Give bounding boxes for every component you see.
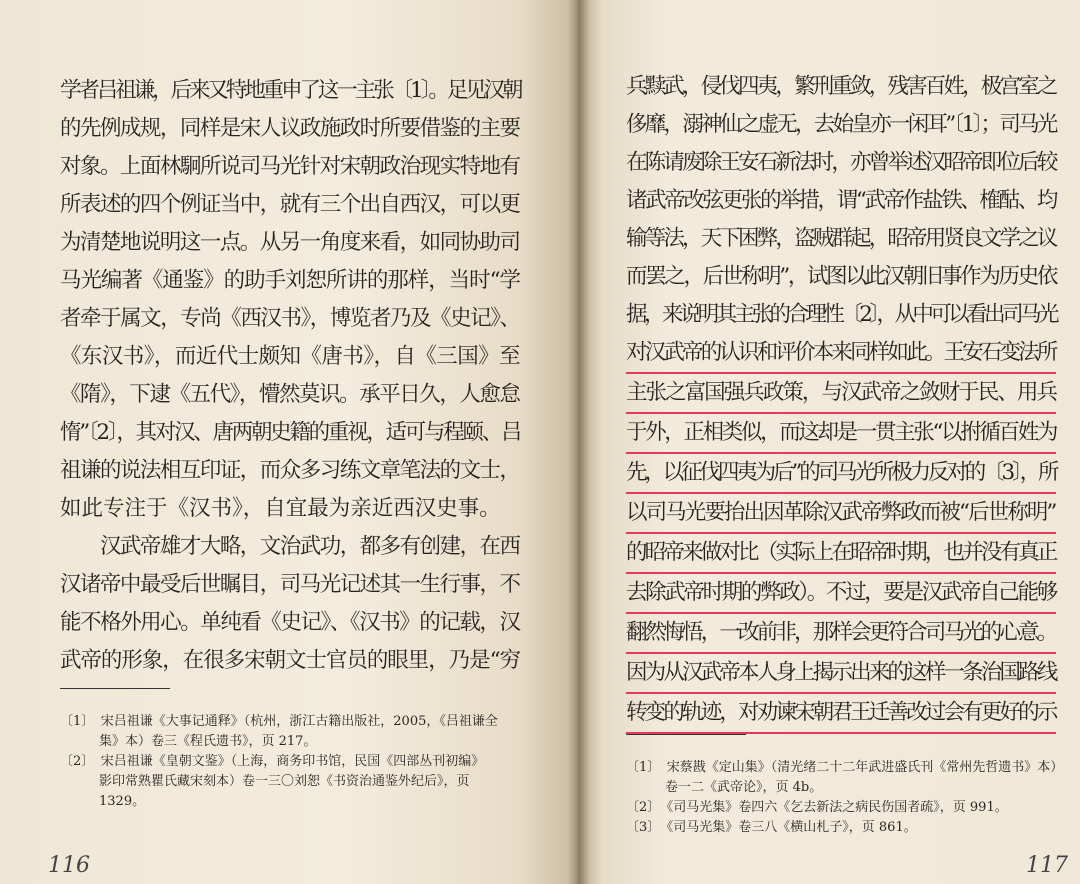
text-line: 为清楚地说明这一点。从另一角度来看，如同协助司	[60, 230, 520, 255]
footnote-separator	[60, 688, 170, 689]
text-line: 所表述的四个例证当中，就有三个出自西汉，可以更	[60, 192, 520, 217]
text-line: 而罢之，后世称明”，试图以此汉朝旧事作为历史依	[626, 264, 1056, 289]
text-line-underlined: 对汉武帝的认识和评价本来同样如此。王安石变法所	[626, 334, 1056, 374]
text-line: 输等法，天下困弊，盗贼群起，昭帝用贤良文学之议	[626, 226, 1056, 251]
footnote-line: 〔2〕 宋吕祖谦《皇朝文鉴》（上海，商务印书馆，民国《四部丛刊初编》	[60, 754, 485, 769]
text-line: 汉武帝雄才大略，文治武功，都多有创建，在西	[60, 534, 520, 559]
text-line: 《隋》，下逮《五代》，懵然莫识。承平日久，人愈怠	[60, 382, 520, 407]
footnote-line: 影印常熟瞿氏藏宋刻本）卷一三〇刘恕《书资治通鉴外纪后》，页	[60, 774, 470, 789]
footnote-line: 集》本）卷三《程氏遗书》，页 217。	[60, 734, 317, 749]
text-line: 学者吕祖谦，后来又特地重申了这一主张〔1〕。足见汉朝	[60, 78, 521, 103]
text-line: 汉诸帝中最受后世瞩目，司马光记述其一生行事，不	[60, 572, 520, 597]
text-line: 对象。上面林駉所说司马光针对宋朝政治现实特地有	[60, 154, 520, 179]
footnote-separator	[626, 734, 746, 735]
text-line: 能不格外用心。单纯看《史记》、《汉书》的记载，汉	[60, 610, 520, 635]
text-line: 如此专注于《汉书》，自宜最为亲近西汉史事。	[60, 496, 501, 521]
text-line-underlined: 的昭帝来做对比（实际上在昭帝时期，也并没有真正	[626, 534, 1056, 574]
text-line: 武帝的形象，在很多宋朝文士官员的眼里，乃是“穷	[60, 648, 520, 673]
text-line: 兵黩武，侵伐四夷，繁刑重敛，残害百姓，极宫室之	[626, 74, 1056, 99]
text-line-underlined: 主张之富国强兵政策，与汉武帝之敛财于民、用兵	[626, 374, 1056, 414]
text-line: 的先例成规，同样是宋人议政施政时所要借鉴的主要	[60, 116, 520, 141]
footnote-line: 〔2〕 《司马光集》卷四六《乞去新法之病民伤国者疏》，页 991。	[626, 800, 1008, 815]
footnote-line: 〔1〕 宋吕祖谦《大事记通释》（杭州，浙江古籍出版社，2005，《吕祖谦全	[60, 714, 498, 729]
text-line: 祖谦的说法相互印证，而众多习练文章笔法的文士，	[60, 458, 520, 483]
text-line: 马光编著《通鉴》的助手刘恕所讲的那样，当时“学	[60, 268, 520, 293]
text-line-underlined: 以司马光要抬出因革除汉武帝弊政而被“后世称明”	[626, 494, 1056, 534]
right-footnotes	[626, 758, 1071, 838]
text-line: 据，来说明其主张的合理性〔2〕，从中可以看出司马光	[626, 302, 1056, 327]
page-number: 117	[1026, 853, 1068, 878]
right-page-body	[626, 68, 1056, 734]
book-spine-shadow	[568, 0, 590, 884]
left-page-body	[60, 72, 520, 680]
text-line-underlined: 翻然悔悟，一改前非，那样会更符合司马光的心意。	[626, 614, 1056, 654]
text-line: 惰”〔2〕，其对汉、唐两朝史籍的重视，适可与程颐、吕	[60, 420, 521, 445]
text-line: 在陈请废除王安石新法时，亦曾举述汉昭帝即位后较	[626, 150, 1056, 175]
footnote-line: 卷一二《武帝论》，页 4b。	[626, 780, 823, 795]
footnote-line: 〔3〕 《司马光集》卷三八《横山札子》，页 861。	[626, 820, 917, 835]
left-footnotes	[60, 712, 530, 812]
text-line: 者牵于属文，专尚《西汉书》，博览者乃及《史记》、	[60, 306, 520, 331]
text-line-underlined: 去除武帝时期的弊政）。不过，要是汉武帝自己能够	[626, 574, 1056, 614]
text-line-underlined: 因为从汉武帝本人身上揭示出来的这样一条治国路线	[626, 654, 1056, 694]
text-line: 《东汉书》，而近代士颇知《唐书》，自《三国》至	[60, 344, 521, 369]
text-line-underlined: 于外，正相类似，而这却是一贯主张“以拊循百姓为	[626, 414, 1056, 454]
footnote-line: 1329。	[60, 794, 146, 809]
footnote-line: 〔1〕 宋蔡戡《定山集》（清光绪二十二年武进盛氏刊《常州先哲遗书》本）	[626, 760, 1064, 775]
text-line: 诸武帝改弦更张的举措，谓“武帝作盐铁、榷酤、均	[626, 188, 1056, 213]
right-page	[578, 0, 1080, 884]
text-line-underlined: 转变的轨迹，对劝谏宋朝君王迁善改过会有更好的示	[626, 694, 1056, 734]
page-number: 116	[48, 853, 90, 878]
text-line: 侈靡，溺神仙之虚无，去始皇亦一闲耳”〔1〕；司马光	[626, 112, 1056, 137]
text-line-underlined: 先，以征伐四夷为后”的司马光所极力反对的〔3〕，所	[626, 454, 1056, 494]
